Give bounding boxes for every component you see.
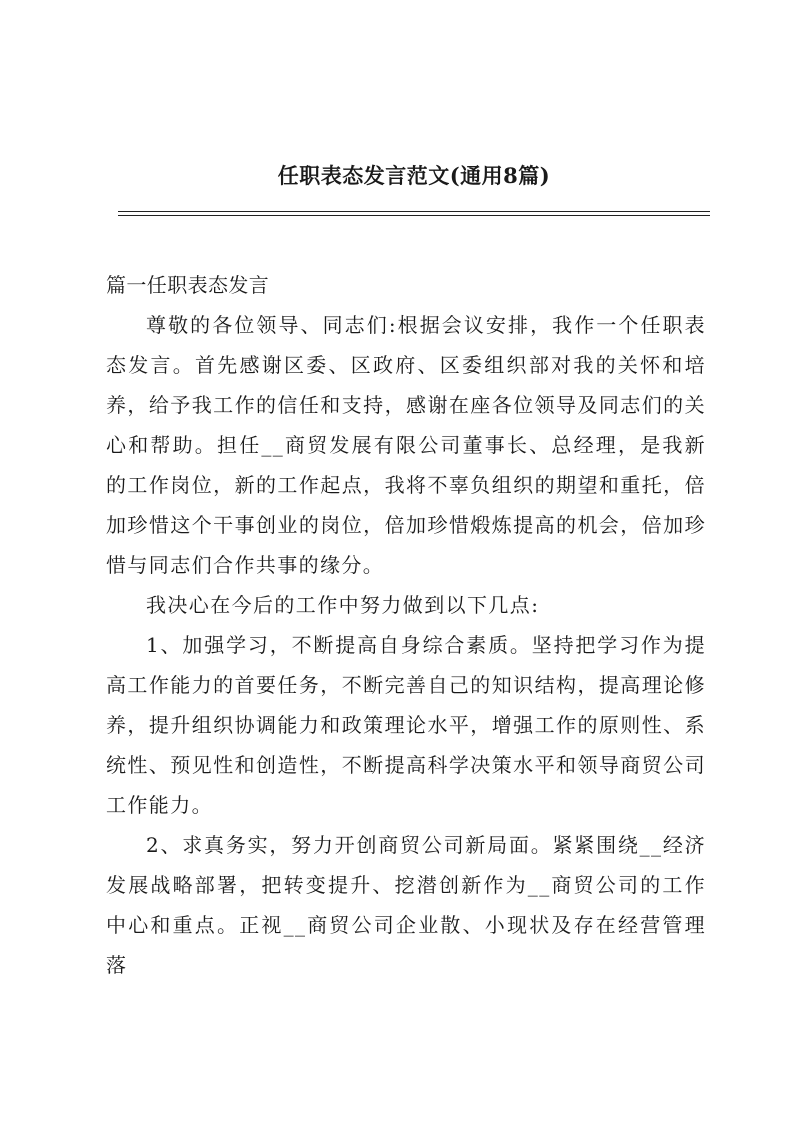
paragraph-resolve: 我决心在今后的工作中努力做到以下几点: — [146, 593, 540, 617]
paragraph-point-1: 1、加强学习，不断提高自身综合素质。坚持把学习作为提高工作能力的首要任务，不断完善自己的知识结构，提高理论修养，提升组织协调能力和政策理论水平，增强工作的原则性、系统性、预见性和创造性，不断提高科学决策水平和领导商贸公司工作能力。 — [106, 633, 706, 817]
paragraph-intro: 尊敬的各位领导、同志们:根据会议安排，我作一个任职表态发言。首先感谢区委、区政府、区委组织部对我的关怀和培养，给予我工作的信任和支持，感谢在座各位领导及同志们的关心和帮助。担任__商贸发展有限公司董事长、总经理，是我新的工作岗位，新的工作起点，我将不辜负组织的期望和重托，倍加珍惜这个干事创业的岗位，倍加珍惜煅炼提高的机会，倍加珍惜与同志们合作共事的缘分。 — [106, 313, 706, 577]
document-body — [106, 265, 706, 985]
title-rule-top — [118, 211, 710, 212]
section-heading: 篇一任职表态发言 — [106, 273, 270, 297]
paragraph-point-2: 2、求真务实，努力开创商贸公司新局面。紧紧围绕__经济发展战略部署，把转变提升、挖潜创新作为__商贸公司的工作中心和重点。正视__商贸公司企业散、小现状及存在经营管理落 — [106, 833, 706, 977]
title-rule-bottom — [118, 215, 710, 216]
document-title: 任职表态发言范文(通用8篇) — [277, 163, 551, 188]
